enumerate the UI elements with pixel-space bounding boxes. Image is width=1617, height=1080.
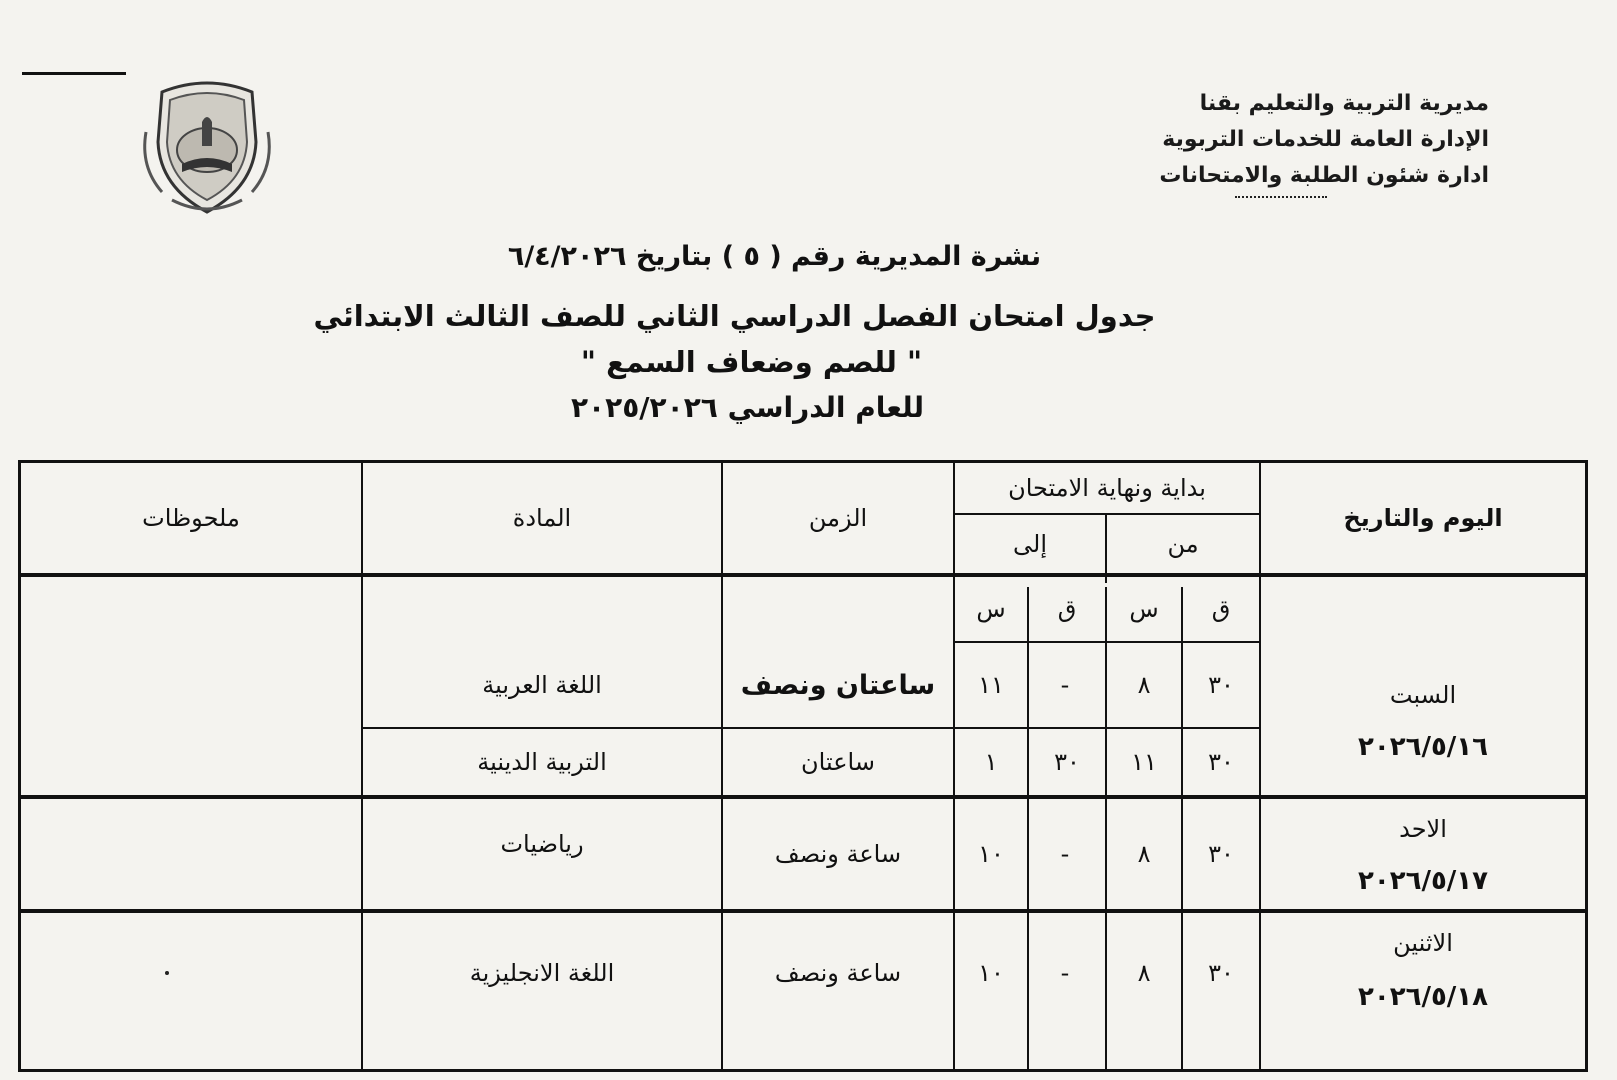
row-to-minute: ٣٠ <box>1054 748 1080 776</box>
header-start-end: بداية ونهاية الامتحان <box>1008 474 1206 502</box>
org-line-exams-admin: ادارة شئون الطلبة والامتحانات <box>1159 163 1489 188</box>
header-duration: الزمن <box>808 504 868 532</box>
row-to-hour: ١٠ <box>978 840 1004 868</box>
day-name: السبت <box>1389 681 1457 709</box>
row-subject: التربية الدينية <box>477 748 607 776</box>
subheader-from-minute: ق <box>1211 595 1231 623</box>
organization-header <box>1159 86 1489 194</box>
day-name: الاحد <box>1399 815 1447 843</box>
row-subject: رياضيات <box>500 830 584 858</box>
row-to-hour: ١ <box>984 748 998 776</box>
row-to-hour: ١١ <box>978 671 1004 699</box>
org-line-directorate: مديرية التربية والتعليم بقنا <box>1199 91 1489 116</box>
signature-line <box>22 72 126 75</box>
notes-mark <box>165 971 169 975</box>
row-notes <box>21 643 361 727</box>
row-subject: اللغة الانجليزية <box>469 959 615 987</box>
row-from-hour: ٨ <box>1137 671 1151 699</box>
day-name: الاثنين <box>1393 929 1453 957</box>
row-duration: ساعتان ونصف <box>740 669 936 701</box>
header-from: من <box>1167 530 1199 558</box>
row-from-hour: ١١ <box>1131 748 1157 776</box>
subheader-to-minute: ق <box>1057 595 1077 623</box>
day-date: ٢٠٢٦/٥/١٦ <box>1357 732 1489 762</box>
row-to-minute: - <box>1060 671 1074 699</box>
org-line-general-admin: الإدارة العامة للخدمات التربوية <box>1162 127 1489 152</box>
row-to-hour: ١٠ <box>978 959 1004 987</box>
row-notes <box>21 799 361 909</box>
org-underline <box>1235 196 1327 198</box>
schedule-title: جدول امتحان الفصل الدراسي الثاني للصف الثالث الابتدائي <box>313 299 1156 333</box>
day-date: ٢٠٢٦/٥/١٨ <box>1357 982 1489 1012</box>
row-to-minute: - <box>1060 840 1074 868</box>
bulletin-title: نشرة المديرية رقم ( ٥ ) بتاريخ ٦/٤/٢٠٢٦ <box>507 241 1042 272</box>
row-to-minute: - <box>1060 959 1074 987</box>
row-notes <box>21 913 361 1033</box>
row-from-minute: ٣٠ <box>1208 959 1234 987</box>
row-from-hour: ٨ <box>1137 959 1151 987</box>
row-from-hour: ٨ <box>1137 840 1151 868</box>
row-from-minute: ٣٠ <box>1208 748 1234 776</box>
subheader-from-hour: س <box>1129 595 1159 623</box>
header-day-date: اليوم والتاريخ <box>1343 504 1503 532</box>
header-notes: ملحوظات <box>142 504 240 532</box>
row-from-minute: ٣٠ <box>1208 671 1234 699</box>
row-duration: ساعة ونصف <box>774 840 902 868</box>
academic-year-title: للعام الدراسي ٢٠٢٥/٢٠٢٦ <box>570 391 925 424</box>
row-duration: ساعتان <box>801 748 875 776</box>
row-from-minute: ٣٠ <box>1208 840 1234 868</box>
row-subject: اللغة العربية <box>482 671 602 699</box>
header-to: إلى <box>1013 530 1047 558</box>
header-subject: المادة <box>512 504 572 532</box>
exam-schedule-table <box>18 460 1588 1072</box>
subheader-to-hour: س <box>976 595 1006 623</box>
audience-title: " للصم وضعاف السمع " <box>580 345 923 379</box>
directorate-emblem-icon <box>132 72 282 218</box>
day-date: ٢٠٢٦/٥/١٧ <box>1357 866 1489 896</box>
row-notes <box>21 729 361 795</box>
titles-block <box>0 240 1617 428</box>
row-duration: ساعة ونصف <box>774 959 902 987</box>
